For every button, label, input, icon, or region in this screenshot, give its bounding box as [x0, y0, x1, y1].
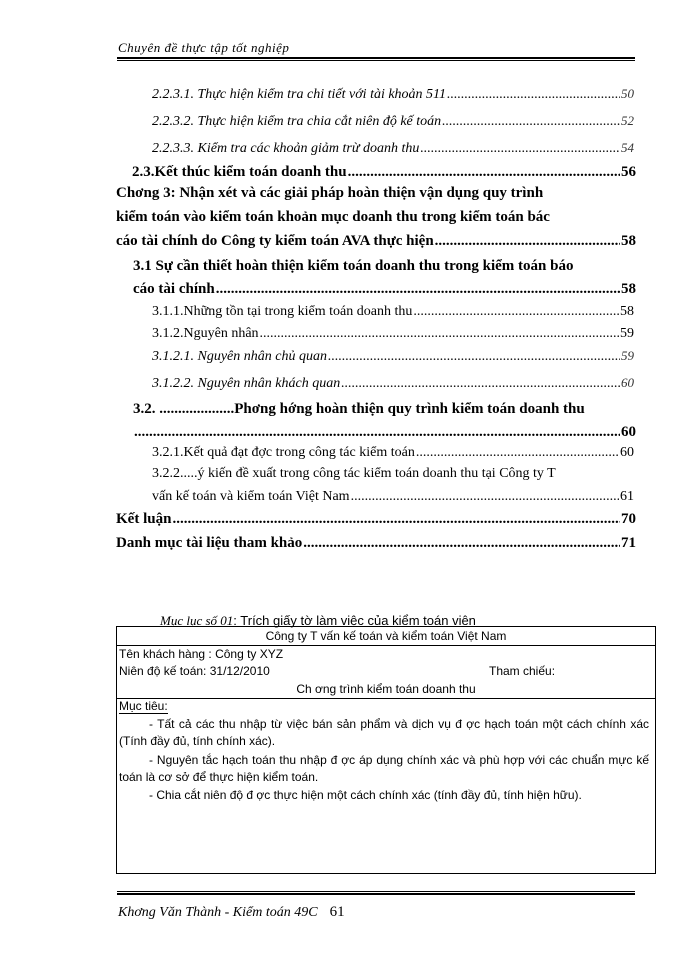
toc-entry-page: 52 — [621, 113, 634, 128]
page-header-title: Chuyên đề thực tập tốt nghiệp — [118, 40, 290, 55]
toc-entry-page: 50 — [621, 86, 634, 101]
toc-entry-conclusion — [116, 511, 636, 528]
toc-entry-3-2-2-line-1: 3.2.2.....ý kiến đề xuất trong công tác kiểm toán doanh thu tại Công ty T — [152, 466, 556, 481]
toc-chapter-3-line-3: cáo tài chính do Công ty kiểm toán AVA thực hiện ..... 58 — [116, 233, 636, 250]
company-name: Công ty T vấn kế toán và kiểm toán Việt Nam — [265, 629, 507, 643]
toc-entry-2-2-3-3 — [152, 140, 634, 157]
toc-entry-page: 60 — [620, 445, 634, 460]
page-footer — [118, 904, 345, 921]
toc-entry-3-2-2-line-2: vấn kế toán và kiểm toán Việt Nam ..... 61 — [152, 489, 634, 505]
toc-entry-title: 3.1.2.2. Nguyên nhân khách quan — [152, 376, 341, 391]
toc-entry-page: 71 — [621, 535, 636, 551]
objective-1: - Tất cả các thu nhập từ việc bán sản phẩm và dịch vụ đ ợc hạch toán một cách chính xác (Tính đầy đủ, tính chính xác). — [119, 717, 649, 748]
reference-label: Tham chiếu: — [489, 664, 556, 678]
footer-author: Khơng Văn Thành - Kiểm toán 49C — [118, 905, 318, 920]
toc-entry-title: 3.1.2.Nguyên nhân — [152, 326, 259, 341]
objectives-row — [119, 699, 653, 713]
toc-entry-page: 60 — [621, 375, 634, 390]
toc-entry-title: 2.2.3.2. Thực hiện kiểm tra chia cắt niên độ kế toán — [152, 114, 442, 129]
toc-entry-3-1-2-2 — [152, 375, 634, 392]
objectives-label: Mục tiêu: — [119, 699, 168, 713]
toc-entry-3-1-line-2: cáo tài chính ..... 58 — [133, 281, 636, 298]
toc-entry-3-1-2-1 — [152, 348, 634, 365]
toc-chapter-3-line-1: Chơng 3: Nhận xét và các giải pháp hoàn thiện vận dụng quy trình — [116, 185, 544, 201]
toc-entry-2-2-3-1 — [152, 86, 634, 103]
toc-entry-page: 58 — [621, 281, 636, 297]
toc-entry-3-1-1 — [152, 304, 634, 320]
toc-entry-3-1-2 — [152, 326, 634, 342]
toc-entry-3-2-1 — [152, 445, 634, 461]
page-number: 61 — [329, 904, 345, 920]
toc-entry-title: 2.3.Kết thúc kiểm toán doanh thu — [132, 164, 347, 180]
toc-entry-page: 70 — [621, 511, 636, 527]
toc-entry-references — [116, 535, 636, 552]
toc-entry-2-2-3-2 — [152, 113, 634, 130]
toc-entry-title: Danh mục tài liệu tham khảo — [116, 535, 303, 551]
toc-entry-title: 3.1.2.1. Nguyên nhân chủ quan — [152, 349, 327, 364]
objective-2: - Nguyên tắc hạch toán thu nhập đ ợc áp dụng chính xác và phù hợp với các chuẩn mực kế toán là cơ sở để thực hiện kiểm toán. — [119, 753, 649, 784]
toc-entry-page: 61 — [620, 489, 634, 504]
fiscal-period: Niên độ kế toán: 31/12/2010 — [119, 664, 270, 678]
header-rule — [117, 57, 635, 61]
toc-entry-page: 58 — [621, 233, 636, 249]
toc-entry-title: 3.2.1.Kết quả đạt đợc trong công tác kiểm toán — [152, 445, 415, 460]
toc-entry-page: 59 — [620, 326, 634, 341]
caption-text: : Trích giấy tờ làm việc của kiểm toán viên — [233, 613, 476, 628]
toc-entry-page: 58 — [620, 304, 634, 319]
toc-chapter-3-line-2: kiểm toán vào kiểm toán khoản mục doanh thu trong kiểm toán bác — [116, 209, 550, 225]
footer-rule — [117, 891, 635, 895]
toc-entry-page: 59 — [621, 348, 634, 363]
client-name: Tên khách hàng : Công ty XYZ — [119, 647, 284, 661]
toc-entry-page: 56 — [621, 164, 636, 180]
toc-entry-title: 2.2.3.1. Thực hiện kiểm tra chi tiết với tài khoản 511 — [152, 87, 447, 102]
divider — [117, 645, 655, 646]
toc-entry-3-2-line-1: 3.2. ....................Phơng hớng hoàn thiện quy trình kiểm toán doanh thu — [133, 401, 585, 417]
toc-entry-title: Kết luận — [116, 511, 172, 527]
toc-entry-page: 54 — [621, 140, 634, 155]
program-title: Ch ơng trình kiểm toán doanh thu — [296, 682, 476, 696]
working-paper-box — [116, 626, 656, 874]
caption-label: Mục lục số 01 — [160, 613, 234, 628]
toc-entry-title: 2.2.3.3. Kiểm tra các khoản giảm trừ doanh thu — [152, 141, 420, 156]
toc-entry-3-2-line-2 — [133, 424, 636, 441]
toc-entry-title: 3.1.1.Những tồn tại trong kiểm toán doanh thu — [152, 304, 413, 319]
objective-3: - Chia cắt niên độ đ ợc thực hiện một cách chính xác (tính đầy đủ, tính hiện hữu). — [149, 788, 582, 802]
toc-entry-page: 60 — [621, 424, 636, 440]
toc-entry-2-3 — [132, 164, 636, 181]
toc-entry-3-1-line-1: 3.1 Sự cần thiết hoàn thiện kiểm toán doanh thu trong kiểm toán báo — [133, 258, 574, 274]
